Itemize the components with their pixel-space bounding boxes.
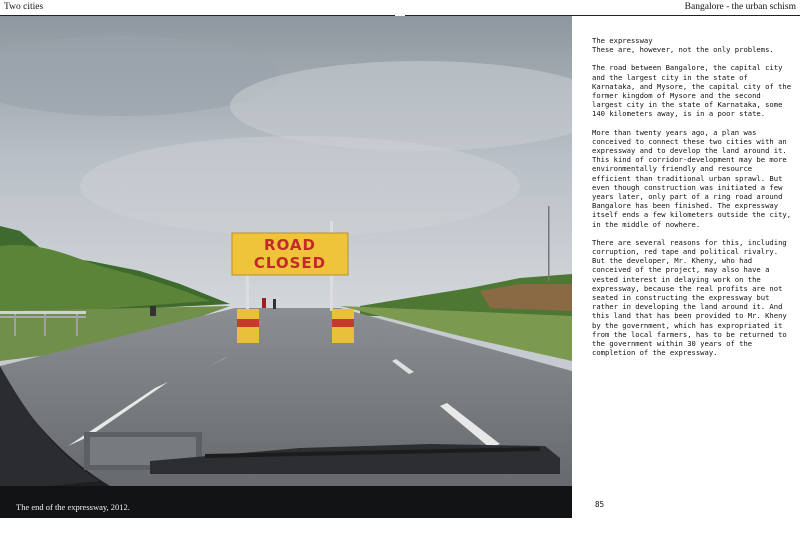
article-paragraph-3: More than twenty years ago, a plan was conceived to connect these two cities with an expressway and to develop the land around it. This kind of corridor-development may be more environmentally friendly and resource efficient than traditional urban sprawl. But even though construction was initiated a few years later, only part of a ring road around Bangalore has been finished. The expressway itself ends a few kilometers outside the city, in the middle of nowhere. — [592, 127, 792, 229]
page-number: 85 — [595, 500, 605, 509]
article-paragraph-1: These are, however, not the only problems. — [592, 45, 774, 55]
sign-line-closed: CLOSED — [253, 254, 327, 272]
sign-text — [232, 233, 348, 275]
running-head-left: Two cities — [4, 2, 44, 12]
road-closed-photo — [0, 16, 572, 518]
sign-line-road: ROAD — [264, 236, 316, 254]
article-column — [592, 36, 792, 367]
section-heading: The expressway — [592, 36, 653, 45]
photo-caption: The end of the expressway, 2012. — [16, 502, 130, 512]
article-paragraph-4: There are several reasons for this, including corruption, red tape and political rivalry. But the developer, Mr. Kheny, who had conceived of the project, may also have a vested interest in delaying work on the expressway, because the real profits are not seated in constructing the expressway but rather in developing the land around it. And this land that has been provided to Mr. Kheny by the government, which has expropriated it from the local farmers, has to be returned to the government within 30 years of the completion of the expressway. — [592, 237, 787, 358]
running-head-right: Bangalore - the urban schism — [684, 2, 796, 12]
article-paragraph-2: The road between Bangalore, the capital city and the largest city in the state of Karnataka, and Mysore, the capital city of the former kingdom of Mysore and the second largest city in the state of Karnataka, some 140 kilometers away, is in a poor state. — [592, 63, 792, 119]
